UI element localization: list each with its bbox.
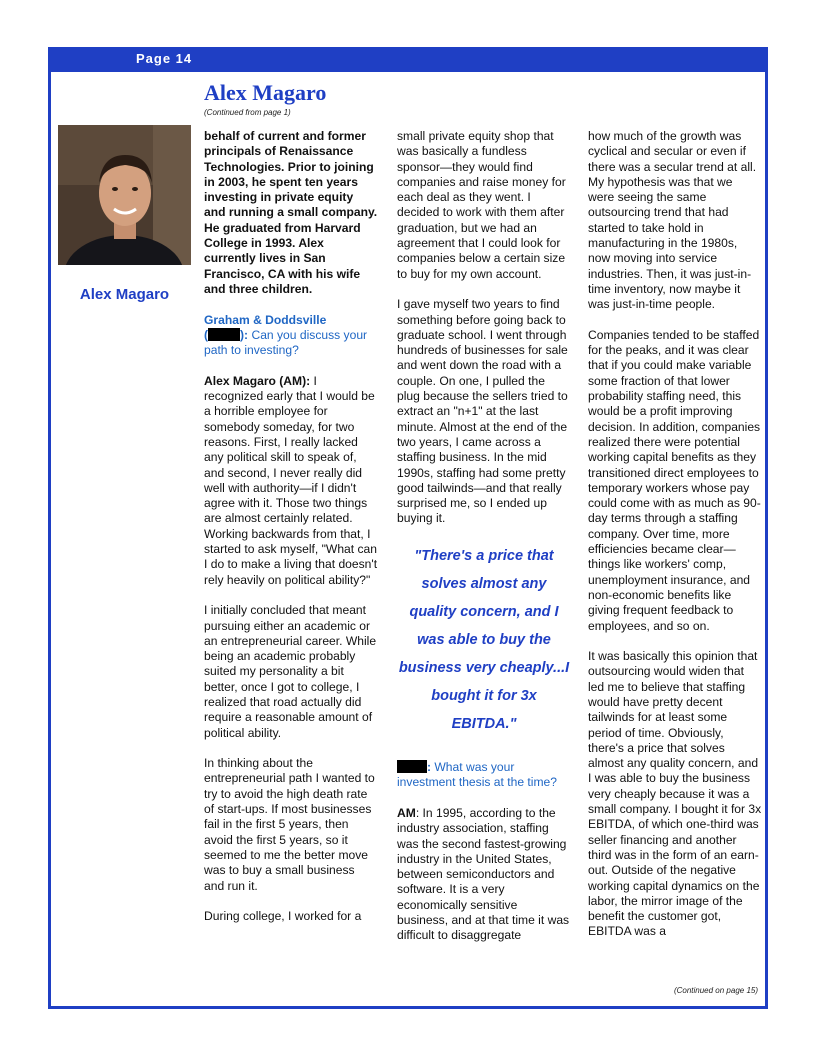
answer-1-text: I recognized early that I would be a horrible employee for somebody someday, for two reasons. First, I really lacked any political skill to speak of, and second, I never really did well with authority—if I didn't agree with it. Those two things are almost certainly related. Working backwards from that, I started to ask myself, "What can I do to make a living that doesn't rely heavily on political ability?" xyxy=(204,373,378,587)
question-2-text: What was your investment thesis at the time? xyxy=(397,760,557,790)
portrait-photo xyxy=(58,125,191,265)
article-title: Alex Magaro xyxy=(204,80,327,105)
answer-2-text: : In 1995, according to the industry association, staffing was the second fastest-growing industry in the United States, between semiconductors and software. It is a very economically sensitive business, and at that time it was difficult to disaggregate xyxy=(397,805,570,943)
redaction-block xyxy=(208,328,240,341)
paragraph-2: Companies tended to be staffed for the peaks, and it was clear that if you could make variable some fraction of that lower probability staffing need, this would be a profit improving decision. In addition, companies realized there were potential working capital benefits as they transitioned direct employees to temporary workers whose pay could come with as much as 90-day terms through a staffing company. Over time, more efficiencies became clear—things like workers' comp, unemployment insurance, and non-economic benefits like giving frequent feedback to employees, and so on. xyxy=(588,327,761,633)
paragraph-1: how much of the growth was cyclical and secular or even if there was a secular trend at all. My hypothesis was that we were seeing the same outsourcing trend that had started to take hold in manufacturing in the 1980s, now moving into service industries. Then, it was just-in-time inventory, now maybe it was just-in-time people. xyxy=(588,129,757,312)
continued-on-note: (Continued on page 15) xyxy=(673,986,758,995)
answer-2 xyxy=(397,806,571,944)
answer-2-speaker: AM xyxy=(397,805,416,820)
paragraph-3: It was basically this opinion that outsourcing would widen that led me to believe that staffing would have pretty decent tailwinds for at least some period of time. Obviously, there's a price that solves almost any quality concern, and I was able to buy the business very cheaply because it was a small company. I bought it for 3x EBITDA, of which one-third was seller financing and another third was in the form of an earn-out. Outside of the negative working capital dynamics on the labor, the mirror image of the benefit the customer got, EBITDA was a xyxy=(588,649,762,939)
paragraph-4: During college, I worked for a xyxy=(204,909,362,924)
page-number: Page 14 xyxy=(136,51,193,66)
photo-caption: Alex Magaro xyxy=(79,286,170,303)
continued-from-note: (Continued from page 1) xyxy=(204,108,291,117)
redaction-block xyxy=(397,760,427,773)
question-2-colon: : xyxy=(427,760,432,775)
question-1 xyxy=(204,313,378,359)
column-2 xyxy=(397,129,571,959)
answer-1-speaker: Alex Magaro (AM): xyxy=(204,373,311,388)
column-1 xyxy=(204,129,378,940)
paragraph-1: small private equity shop that was basically a fundless sponsor—they would find companies and raise money for each deal as they went. I decided to work with them after graduation, but we had an agreement that I could look for companies below a certain size to buy for my own account. xyxy=(397,129,566,281)
question-2 xyxy=(397,760,571,791)
answer-1 xyxy=(204,374,378,588)
pull-quote: "There's a price that solves almost any quality concern, and I was able to buy the business very cheaply...I bought it for 3x EBITDA." xyxy=(398,548,570,733)
interviewer-label: Graham & Doddsville xyxy=(204,312,327,327)
redaction-open: ( xyxy=(204,327,209,342)
paragraph-2: I initially concluded that meant pursuing either an academic or an entrepreneurial career. While being an academic probably suited my personality a bit better, once I got to college, I realized that road actually did require a reasonable amount of political ability. xyxy=(204,603,377,740)
column-3 xyxy=(588,129,762,955)
paragraph-2: I gave myself two years to find something before going back to graduate school. I went through hundreds of businesses for sale and went down the road with a couple. On one, I pulled the plug because the sellers tried to extract an "n+1" at the last minute. Almost at the end of the two years, I came across a staffing business. In the mid 1990s, staffing had some pretty good tailwinds—and that really surprised me, so I ended up buying it. xyxy=(397,297,568,526)
portrait-illustration xyxy=(58,125,191,265)
question-1-text: Can you discuss your path to investing? xyxy=(204,327,368,358)
paragraph-3: In thinking about the entrepreneurial path I wanted to try to avoid the high death rate of start-ups. If most businesses fail in the first 5 years, then avoid the first 5 years, so it seemed to me the better move was to buy a small business and run it. xyxy=(204,756,375,893)
bio-paragraph: behalf of current and former principals of Renaissance Technologies. Prior to joining in 2003, he spent ten years investing in private equity and running a small company. He graduated from Harvard College in 1993. Alex currently lives in San Francisco, CA with his wife and three children. xyxy=(204,129,378,296)
redaction-close: ): xyxy=(240,327,249,342)
